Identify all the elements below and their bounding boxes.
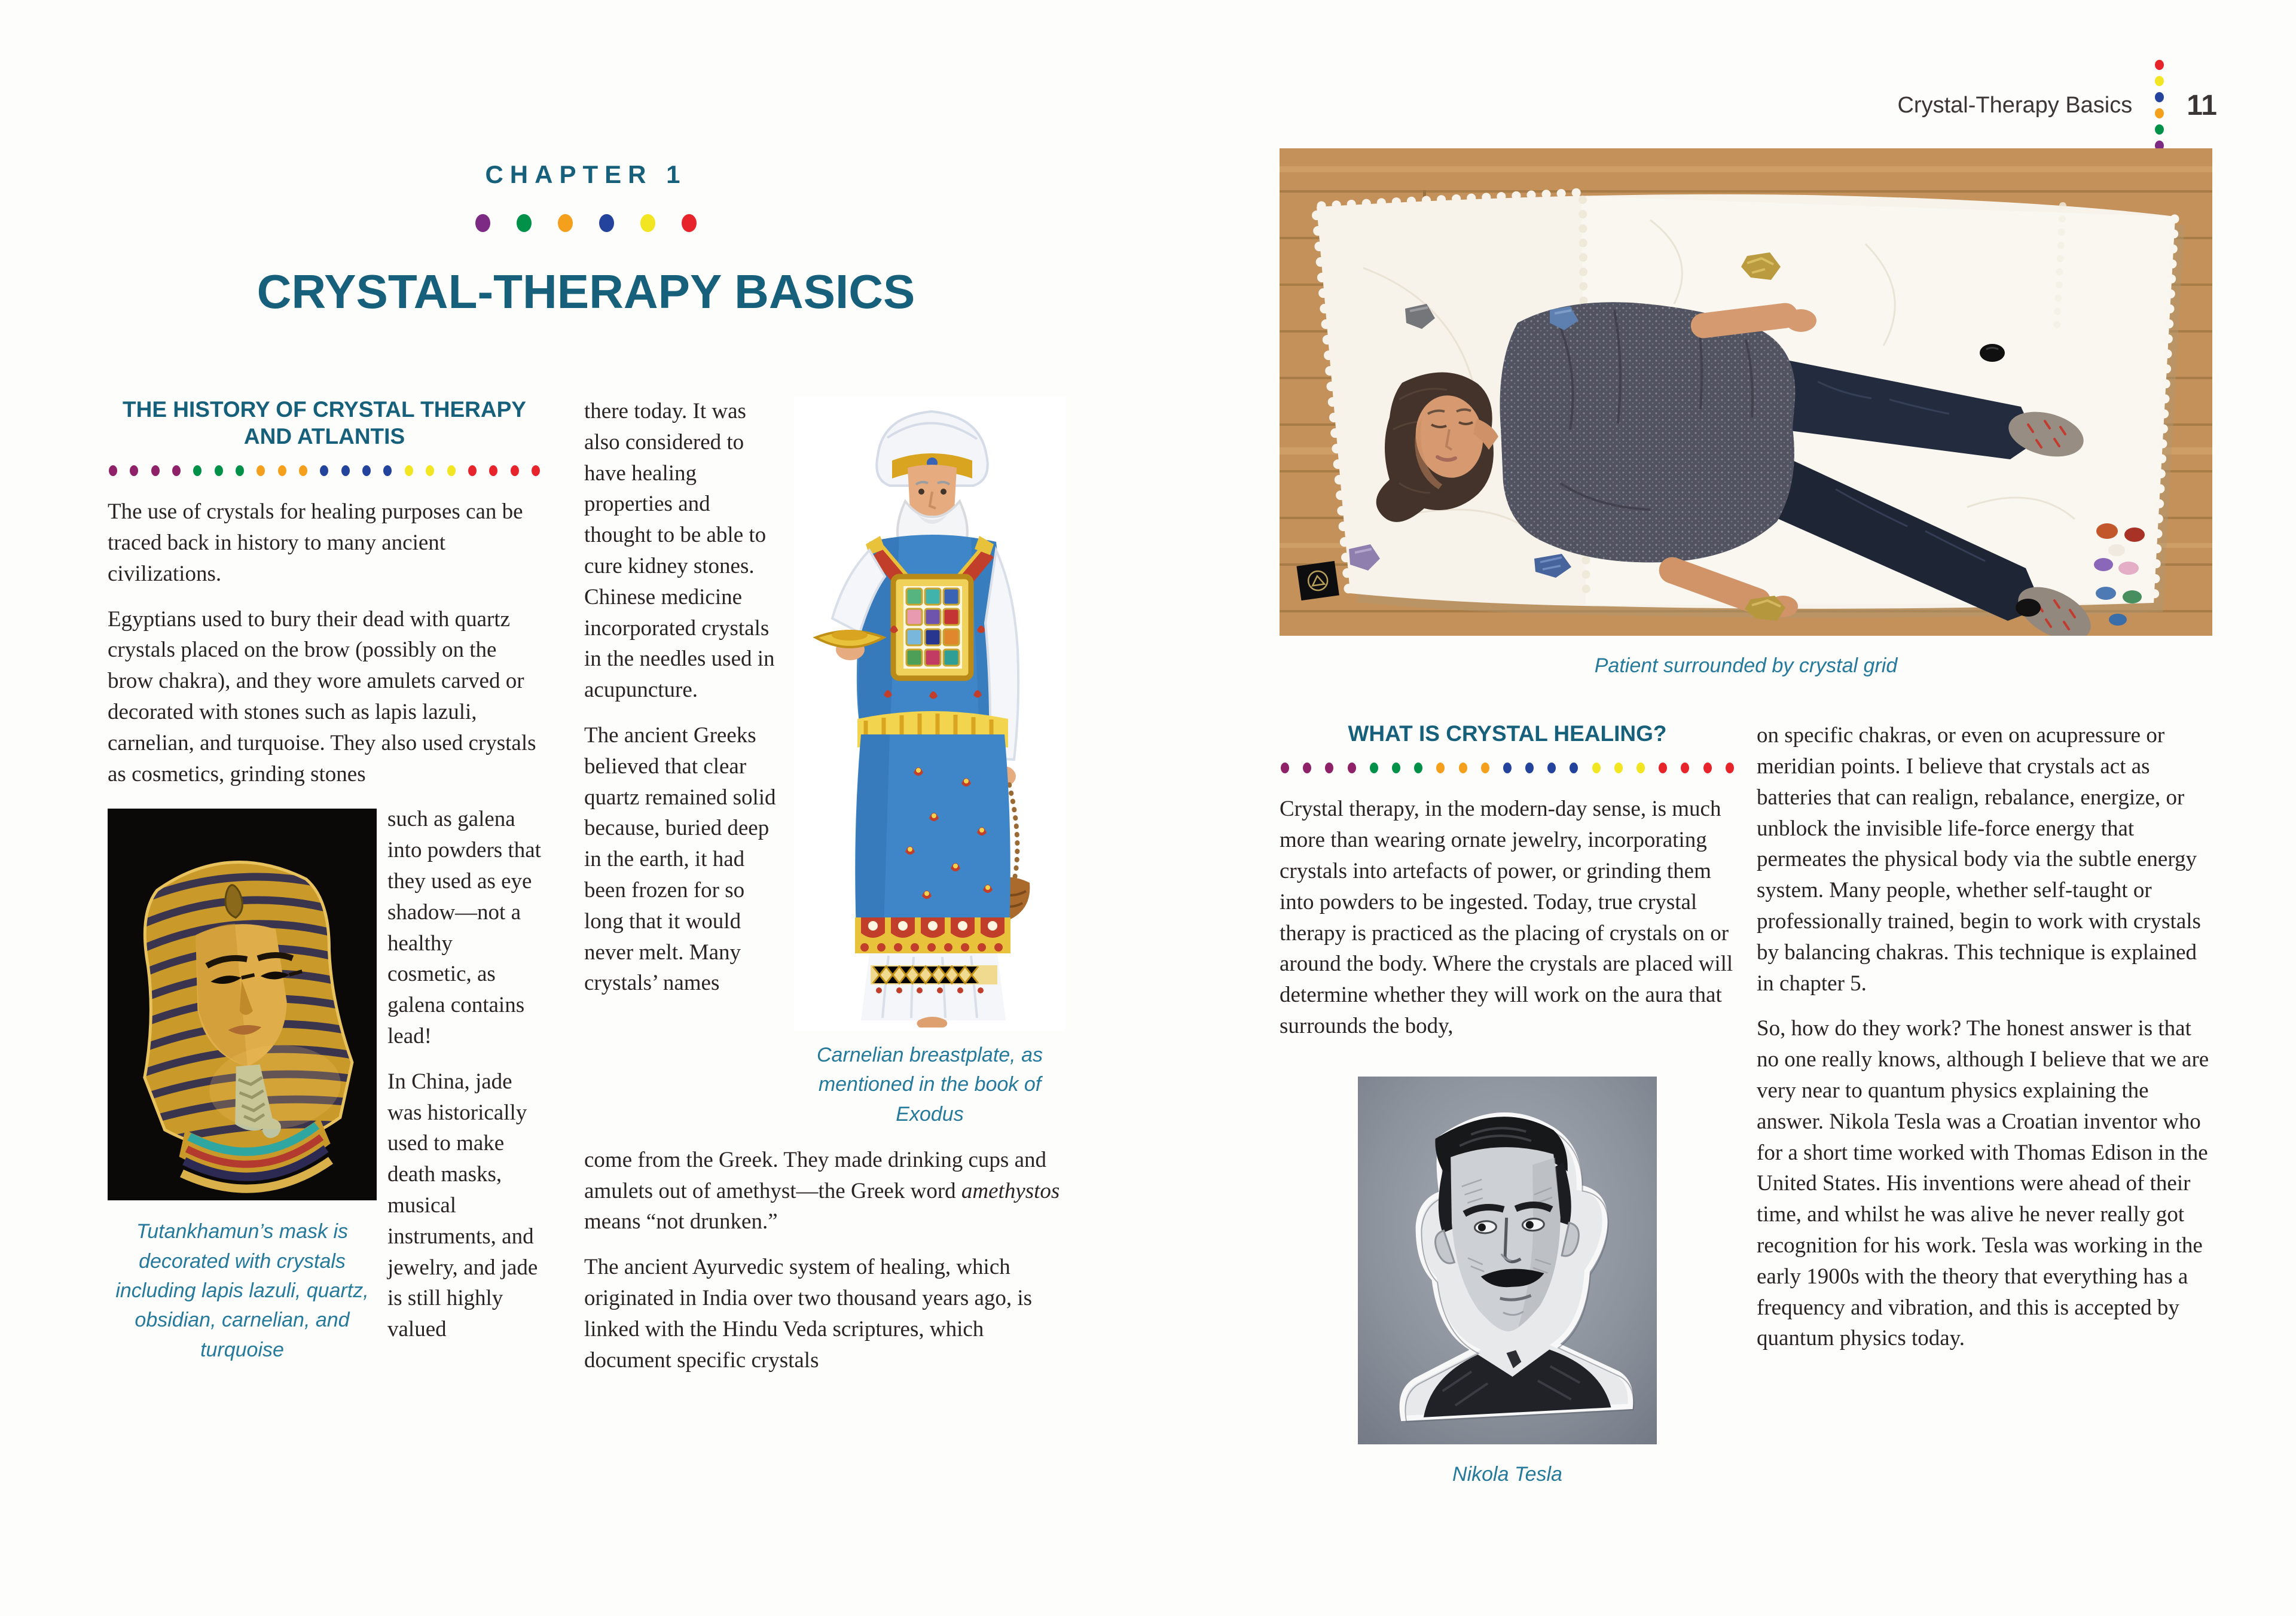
- history-heading-line1: THE HISTORY OF CRYSTAL THERAPY: [123, 397, 526, 422]
- greek-text-a: come from the Greek. They made drinking cups and amulets out of amethyst—the Greek word: [584, 1147, 1046, 1203]
- page-number: 11: [2187, 89, 2217, 121]
- right-page: [1280, 148, 2212, 1489]
- tesla-caption: Nikola Tesla: [1452, 1462, 1562, 1486]
- greek-word-italic: amethystos: [961, 1178, 1060, 1203]
- tutankhamun-mask-image: [108, 809, 377, 1200]
- history-paragraph-1: The use of crystals for healing purposes can be traced back in history to many ancient civilizations.: [108, 499, 523, 586]
- patient-photo-figure: [1280, 148, 2212, 681]
- history-paragraph-2-continued: such as galena into powders that they used as eye shadow—not a healthy cosmetic, as galena contains lead!: [387, 807, 541, 1048]
- history-heading-line2: AND ATLANTIS: [243, 424, 405, 449]
- patient-photo-caption: Patient surrounded by crystal grid: [1594, 654, 1898, 677]
- history-column: [108, 396, 541, 1376]
- healing-paragraph-2: on specific chakras, or even on acupressure or meridian points. I believe that crystals act as batteries that can realign, rebalance, energize, or unblock the invisible life-force energy that permeates the physical body via the subtle energy system. Many people, whether self-taught or professionally trained, begin to work with crystals by balancing chakras. This technique is explained in chapter 5.: [1757, 723, 2201, 996]
- healing-heading: WHAT IS CRYSTAL HEALING?: [1348, 721, 1667, 746]
- healing-column: [1280, 720, 1735, 1489]
- history-paragraph-3: In China, jade was historically used to make death masks, musical instruments, and jewelry, and jade is still highly valued: [387, 1069, 538, 1342]
- history-wrap-text: [387, 804, 541, 1364]
- chakra-dots-divider: [109, 465, 540, 476]
- chapter-label: CHAPTER 1: [485, 160, 687, 188]
- healing-paragraph-3: So, how do they work? The honest answer is that no one really knows, although I believe that we are very near to quantum physics explaining the answer. Nikola Tesla was a Croatian inventor who for a short time worked with Thomas Edison in the United States. His inventions were ahead of their time, and whilst he was alive he never really got recognition for his work. Tesla was working in the early 1900s with the theory that everything has a frequency and vibration, and this is accepted by quantum physics today.: [1757, 1016, 2209, 1351]
- chakra-dots-divider: [1281, 763, 1734, 773]
- running-title: Crystal-Therapy Basics: [1897, 92, 2133, 118]
- running-header: [1897, 60, 2217, 151]
- tutankhamun-figure: [108, 809, 377, 1364]
- left-page-columns: [108, 396, 1064, 1376]
- middle-paragraph-2: The ancient Greeks believed that clear quartz remained solid because, buried deep in the earth, it had been frozen for so long that it would never melt. Many crystals’ names: [584, 722, 776, 996]
- history-heading: [108, 396, 541, 450]
- left-page: [108, 160, 1064, 1376]
- history-paragraph-2: Egyptians used to bury their dead with quartz crystals placed on the brow (possibly on the brow chakra), and they wore amulets carved or decorated with stones such as lapis lazuli, carnelian, and turquoise. They also used crystals as cosmetics, grinding stones: [108, 606, 536, 786]
- chapter-dots-divider: [108, 214, 1064, 232]
- tut-wrap-row: [108, 804, 541, 1364]
- chakra-dots-vertical: [2155, 60, 2164, 151]
- right-page-columns: [1280, 720, 2212, 1489]
- tesla-portrait-image: [1358, 1077, 1657, 1444]
- patient-photo-image: [1280, 148, 2212, 636]
- priest-wrap-row: [584, 396, 1064, 1129]
- chapter-header: [108, 160, 1064, 319]
- priest-breastplate-image: [794, 396, 1065, 1031]
- greek-text-b: means “not drunken.”: [584, 1209, 778, 1234]
- tesla-figure: [1358, 1077, 1657, 1489]
- priest-caption: Carnelian breastplate, as mentioned in the book of Exodus: [816, 1044, 1043, 1126]
- middle-column: [584, 396, 1064, 1376]
- middle-paragraph-1: there today. It was also considered to have healing properties and thought to be able to cure kidney stones. Chinese medicine incorporated crystals in the needles used in acupuncture.: [584, 399, 775, 703]
- ayurveda-paragraph: The ancient Ayurvedic system of healing, which originated in India over two thousand years ago, is linked with the Hindu Veda scriptures, which document specific crystals: [584, 1255, 1033, 1373]
- healing-paragraph-1: Crystal therapy, in the modern-day sense, is much more than wearing ornate jewelry, incorporating crystals into artefacts of power, or grinding them into powders to be ingested. Today, true crystal therapy is practiced as the placing of crystals on or around the body. Where the crystals are placed will determine whether they will work on the aura that surrounds the body,: [1280, 797, 1733, 1038]
- healing-column-2: [1757, 720, 2212, 1489]
- tutankhamun-caption: Tutankhamun’s mask is decorated with crystals including lapis lazuli, quartz, obsidian, carnelian, and turquoise: [115, 1220, 369, 1361]
- priest-figure: [794, 396, 1065, 1129]
- middle-narrow-text: [584, 396, 782, 1129]
- chapter-title: CRYSTAL-THERAPY BASICS: [257, 265, 915, 318]
- middle-paragraph-2-continued: [584, 1145, 1064, 1237]
